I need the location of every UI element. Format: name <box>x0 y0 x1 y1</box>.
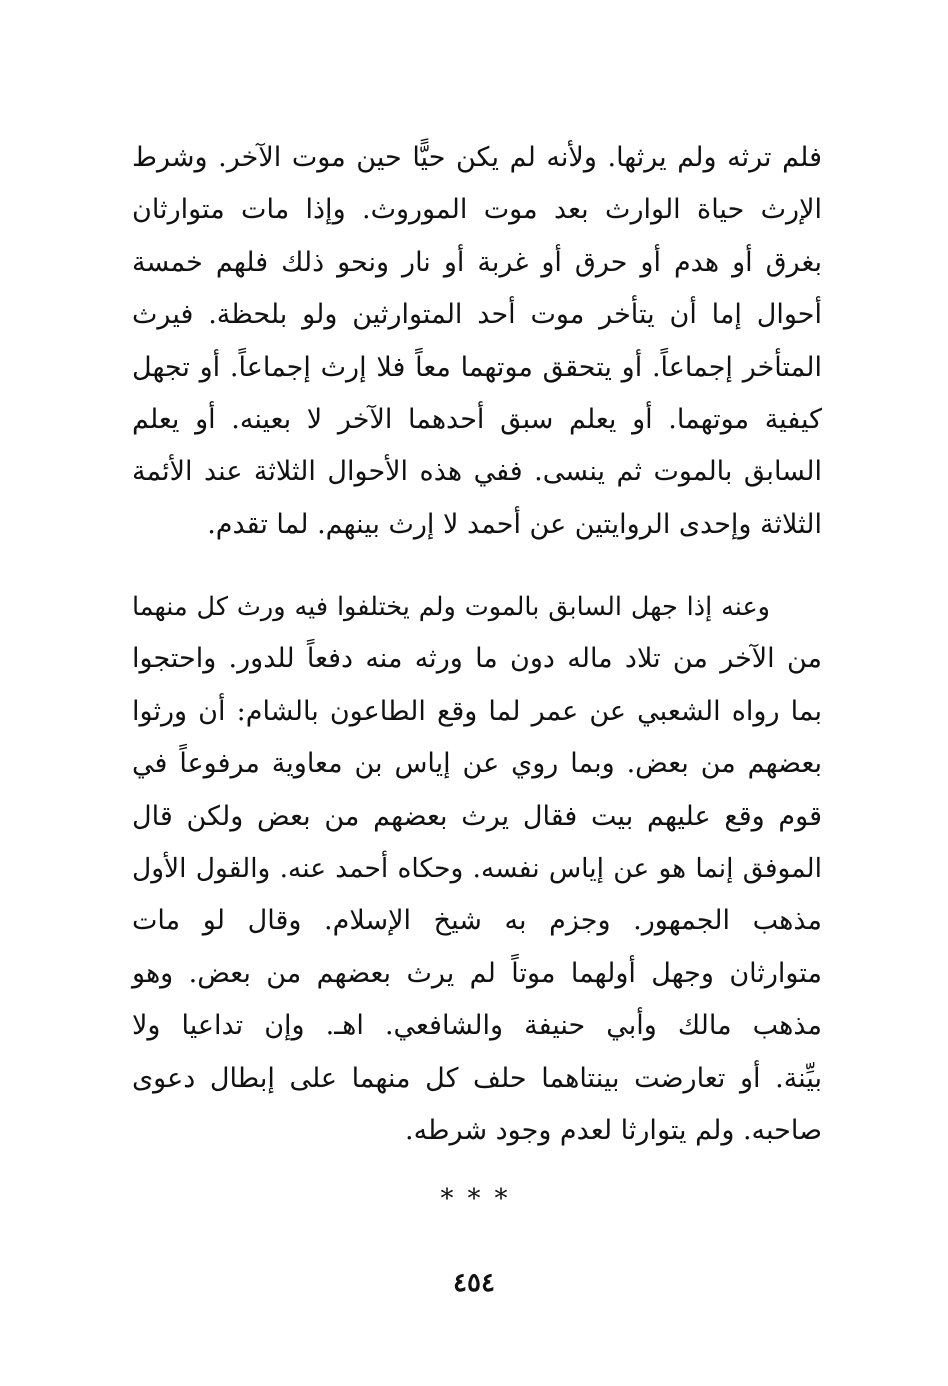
text-line: كيفية موتهما. أو يعلم سبق أحدهما الآخر لا بعينه. أو يعلم <box>132 403 822 435</box>
text-line: من الآخر من تلاد ماله دون ما ورثه منه دفعاً للدور. واحتجوا <box>132 643 822 675</box>
page-number: ٤٥٤ <box>453 1268 495 1298</box>
text-line: أحوال إما أن يتأخر موت أحد المتوارثين ولو بلحظة. فيرث <box>132 299 822 331</box>
text-line: متوارثان وجهل أولهما موتاً لم يرث بعضهم من بعض. وهو <box>132 957 822 989</box>
text-line: السابق بالموت ثم ينسى. ففي هذه الأحوال الثلاثة عند الأئمة <box>132 456 822 488</box>
text-line: الإرث حياة الوارث بعد موت الموروث. وإذا مات متوارثان <box>132 194 822 226</box>
text-line: الثلاثة وإحدى الروايتين عن أحمد لا إرث بينهم. لما تقدم. <box>207 508 822 540</box>
text-line: الموفق إنما هو عن إياس نفسه. وحكاه أحمد عنه. والقول الأول <box>132 852 822 884</box>
paragraph-1 <box>132 132 822 551</box>
text-line: بيِّنة. أو تعارضت بينتاهما حلف كل منهما على إبطال دعوى <box>132 1062 822 1094</box>
text-line: مذهب الجمهور. وجزم به شيخ الإسلام. وقال لو مات <box>132 905 822 937</box>
text-line: بما رواه الشعبي عن عمر لما وقع الطاعون بالشام: أن ورثوا <box>132 695 822 727</box>
text-line: بغرق أو هدم أو حرق أو غربة أو نار ونحو ذلك فلهم خمسة <box>132 246 822 278</box>
text-line: فلم ترثه ولم يرثها. ولأنه لم يكن حيًّا حين موت الآخر. وشرط <box>132 142 822 173</box>
text-line: قوم وقع عليهم بيت فقال يرث بعضهم من بعض ولكن قال <box>132 800 822 832</box>
text-line: المتأخر إجماعاً. أو يتحقق موتهما معاً فلا إرث إجماعاً. أو تجهل <box>132 351 822 383</box>
text-line: وعنه إذا جهل السابق بالموت ولم يختلفوا فيه ورث كل منهما <box>132 592 770 622</box>
section-divider: *** <box>440 1184 522 1214</box>
text-line: مذهب مالك وأبي حنيفة والشافعي. اهـ. وإن تداعيا ولا <box>132 1010 822 1042</box>
text-line: صاحبه. ولم يتوارثا لعدم وجود شرطه. <box>405 1114 822 1146</box>
text-line: بعضهم من بعض. وبما روي عن إياس بن معاوية مرفوعاً في <box>132 748 822 780</box>
paragraph-2 <box>132 581 822 1157</box>
